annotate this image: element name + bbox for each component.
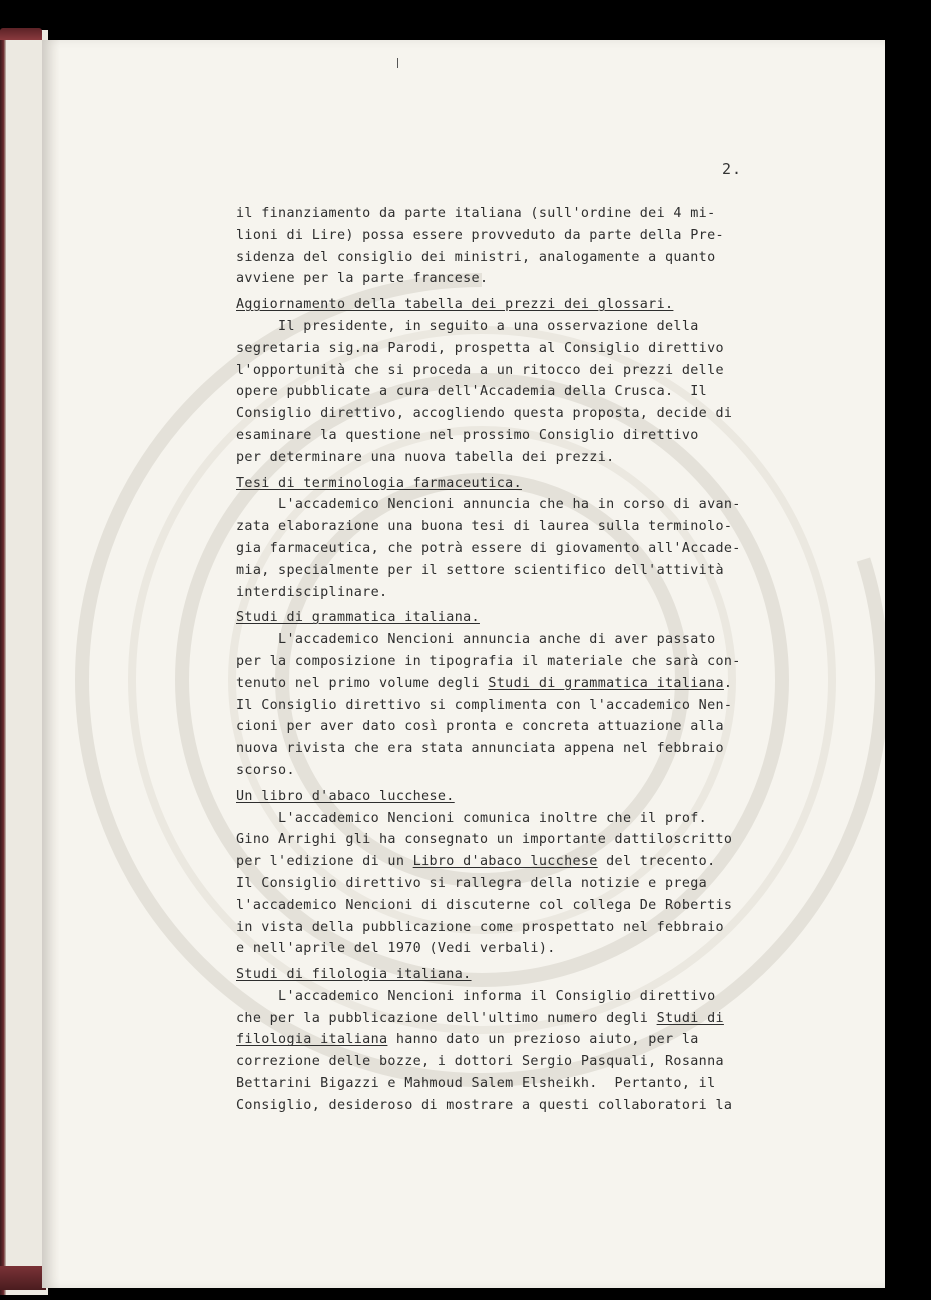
text-line: Il presidente, in seguito a una osservazione della bbox=[236, 318, 699, 334]
binding-bottom-corner bbox=[0, 1266, 46, 1290]
section-heading: Studi di filologia italiana. bbox=[236, 967, 472, 983]
page-gutter-shadow bbox=[42, 40, 60, 1288]
text-line: L'accademico Nencioni informa il Consiglio direttivo bbox=[236, 988, 716, 1004]
text-line: Il Consiglio direttivo si complimenta con l'accademico Nen- bbox=[236, 697, 733, 713]
section-heading: Un libro d'abaco lucchese. bbox=[236, 788, 455, 804]
text-line: Consiglio, desideroso di mostrare a questi collaboratori la bbox=[236, 1097, 733, 1113]
text-line: per determinare una nuova tabella dei prezzi. bbox=[236, 449, 615, 465]
section-heading: Studi di grammatica italiana. bbox=[236, 610, 480, 626]
text-line: Gino Arrighi gli ha consegnato un importante dattiloscritto bbox=[236, 832, 733, 848]
text-line: lioni di Lire) possa essere provveduto da parte della Pre- bbox=[236, 227, 724, 243]
text-line: cioni per aver dato così pronta e concreta attuazione alla bbox=[236, 719, 724, 735]
text-line: Il Consiglio direttivo si rallegra della notizie e prega bbox=[236, 875, 708, 891]
text-line: in vista della pubblicazione come prospettato nel febbraio bbox=[236, 919, 724, 935]
inline-title: Studi di bbox=[656, 1010, 724, 1026]
binding-edge bbox=[0, 30, 6, 1295]
document-page bbox=[42, 40, 885, 1288]
text-line: che per la pubblicazione dell'ultimo numero degli Studi di bbox=[236, 1010, 724, 1026]
text-line: Bettarini Bigazzi e Mahmoud Salem Elsheikh. Pertanto, il bbox=[236, 1076, 716, 1092]
section-heading: Aggiornamento della tabella dei prezzi dei glossari. bbox=[236, 297, 674, 313]
page-number: 2. bbox=[722, 160, 743, 178]
text-line: esaminare la questione nel prossimo Consiglio direttivo bbox=[236, 427, 699, 443]
text-line: zata elaborazione una buona tesi di laurea sulla terminolo- bbox=[236, 519, 733, 535]
text-line: L'accademico Nencioni comunica inoltre che il prof. bbox=[236, 810, 708, 826]
text-line: Consiglio direttivo, accogliendo questa proposta, decide di bbox=[236, 406, 733, 422]
text-line: per l'edizione di un Libro d'abaco lucchese del trecento. bbox=[236, 854, 716, 870]
text-line: interdisciplinare. bbox=[236, 584, 388, 600]
text-line: nuova rivista che era stata annunciata appena nel febbraio bbox=[236, 741, 724, 757]
inline-title: filologia italiana bbox=[236, 1032, 388, 1048]
inline-title: Libro d'abaco lucchese bbox=[412, 854, 598, 870]
text-line: sidenza del consiglio dei ministri, analogamente a quanto bbox=[236, 249, 716, 265]
text-line: avviene per la parte francese. bbox=[236, 271, 489, 287]
book-binding bbox=[0, 30, 48, 1295]
page-tick-mark bbox=[397, 58, 398, 68]
text-line: per la composizione in tipografia il materiale che sarà con- bbox=[236, 653, 741, 669]
text-line: L'accademico Nencioni annuncia anche di aver passato bbox=[236, 632, 716, 648]
text-line: opere pubblicate a cura dell'Accademia della Crusca. Il bbox=[236, 384, 708, 400]
text-line: il finanziamento da parte italiana (sull'ordine dei 4 mi- bbox=[236, 206, 716, 221]
text-line: e nell'aprile del 1970 (Vedi verbali). bbox=[236, 941, 556, 957]
text-line: gia farmaceutica, che potrà essere di giovamento all'Accade- bbox=[236, 540, 741, 556]
text-line: filologia italiana hanno dato un prezioso aiuto, per la bbox=[236, 1032, 699, 1048]
text-line: correzione delle bozze, i dottori Sergio Pasquali, Rosanna bbox=[236, 1054, 724, 1070]
text-line: tenuto nel primo volume degli Studi di grammatica italiana. bbox=[236, 675, 733, 691]
text-line: scorso. bbox=[236, 762, 295, 778]
text-line: mia, specialmente per il settore scientifico dell'attività bbox=[236, 562, 724, 578]
inline-title: Studi di grammatica italiana bbox=[488, 675, 724, 691]
text-line: l'opportunità che si proceda a un ritocco dei prezzi delle bbox=[236, 362, 724, 378]
binding-top-corner bbox=[0, 28, 42, 40]
text-line: L'accademico Nencioni annuncia che ha in corso di avan- bbox=[236, 497, 741, 513]
text-line: l'accademico Nencioni di discuterne col collega De Robertis bbox=[236, 897, 733, 913]
section-heading: Tesi di terminologia farmaceutica. bbox=[236, 475, 523, 491]
text-line: segretaria sig.na Parodi, prospetta al Consiglio direttivo bbox=[236, 340, 724, 356]
document-body bbox=[236, 203, 796, 1117]
